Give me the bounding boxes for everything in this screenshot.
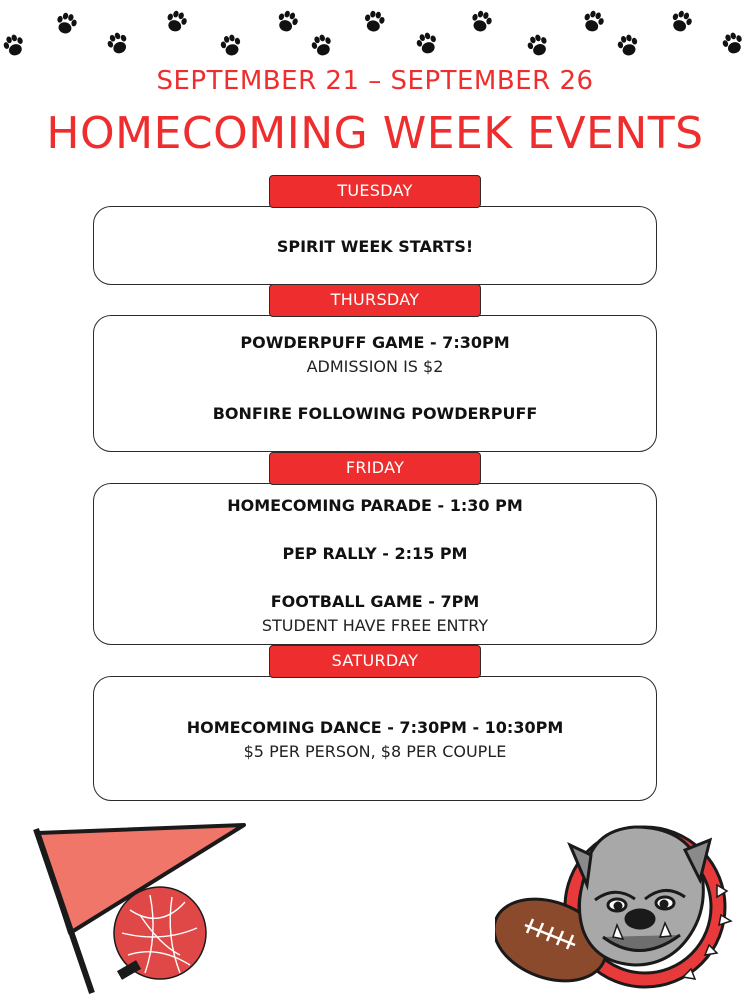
day-label-saturday: SATURDAY — [269, 645, 481, 678]
day-label-thursday: THURSDAY — [269, 284, 481, 317]
day-label-tuesday: TUESDAY — [269, 175, 481, 208]
date-range: SEPTEMBER 21 – SEPTEMBER 26 — [156, 66, 594, 96]
bulldog-football-mascot — [495, 815, 735, 995]
event-card-tuesday — [93, 206, 657, 285]
paw-print-icon — [275, 8, 300, 34]
paw-print-icon — [1, 32, 26, 58]
event-line: PEP RALLY - 2:15 PM — [282, 544, 468, 563]
paw-print-icon — [309, 32, 334, 58]
paw-print-icon — [219, 33, 243, 58]
event-line: SPIRIT WEEK STARTS! — [276, 237, 474, 256]
event-line: ADMISSION IS $2 — [306, 357, 444, 376]
paw-print-icon — [669, 8, 694, 34]
event-line: HOMECOMING DANCE - 7:30PM - 10:30PM — [186, 718, 564, 737]
event-line: HOMECOMING PARADE - 1:30 PM — [227, 496, 523, 515]
paw-print-icon — [164, 9, 189, 34]
paw-print-icon — [54, 11, 78, 36]
event-card-thursday — [93, 315, 657, 452]
pennant-pompom-illustration — [0, 815, 260, 1000]
event-line: POWDERPUFF GAME - 7:30PM — [240, 333, 510, 352]
paw-print-icon — [363, 10, 386, 34]
paw-print-icon — [581, 9, 606, 34]
paw-print-border — [0, 0, 750, 70]
paw-print-icon — [616, 33, 640, 58]
page-title: HOMECOMING WEEK EVENTS — [46, 108, 704, 159]
paw-print-icon — [105, 30, 131, 57]
event-line: BONFIRE FOLLOWING POWDERPUFF — [212, 404, 538, 423]
paw-print-icon — [469, 9, 493, 34]
event-card-friday — [93, 483, 657, 645]
event-line: FOOTBALL GAME - 7PM — [270, 592, 480, 611]
paw-print-icon — [720, 30, 745, 56]
day-label-friday: FRIDAY — [269, 452, 481, 485]
event-line: STUDENT HAVE FREE ENTRY — [261, 616, 489, 635]
paw-print-icon — [525, 32, 551, 58]
paw-print-icon — [415, 31, 440, 56]
event-card-saturday — [93, 676, 657, 801]
event-line: $5 PER PERSON, $8 PER COUPLE — [243, 742, 507, 761]
